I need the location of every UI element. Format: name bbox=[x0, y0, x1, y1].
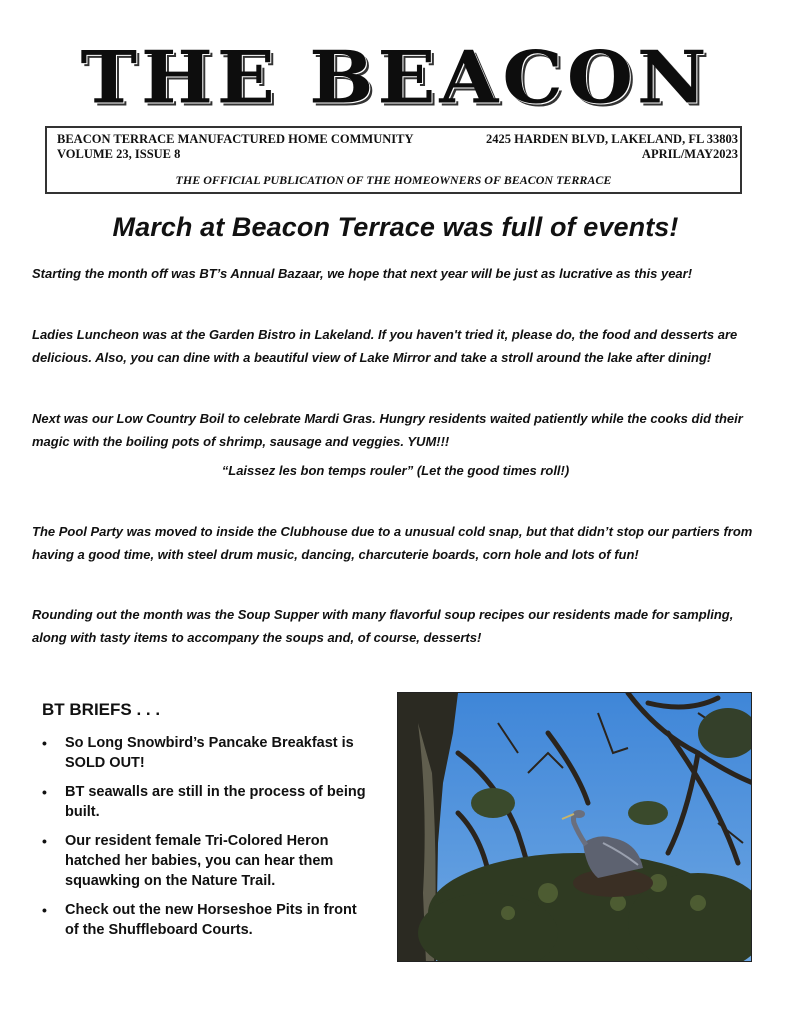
list-item bbox=[40, 733, 370, 773]
paragraph-quote: “Laissez les bon temps rouler” (Let the good times roll!) bbox=[221, 463, 570, 478]
paragraph-bazaar: Starting the month off was BT’s Annual Bazaar, we hope that next year will be just as lucrative as this year! bbox=[32, 266, 693, 281]
article-headline: March at Beacon Terrace was full of events! bbox=[112, 212, 679, 242]
bullet-icon: • bbox=[42, 833, 47, 849]
header-left bbox=[57, 132, 413, 162]
paragraph-pool-party: The Pool Party was moved to inside the Clubhouse due to a unusual cold snap, but that didn’t stop our partiers from having a good time, with steel drum music, dancing, charcuterie boards, corn hole and lots of fun! bbox=[32, 524, 753, 562]
newsletter-masthead: THE BEACON bbox=[80, 35, 711, 120]
paragraph-soup-supper: Rounding out the month was the Soup Supper with many flavorful soup recipes our residents made for sampling, along with tasty items to accompany the soups and, of course, desserts! bbox=[32, 607, 734, 645]
community-name: BEACON TERRACE MANUFACTURED HOME COMMUNITY bbox=[57, 132, 414, 146]
paragraph-luncheon: Ladies Luncheon was at the Garden Bistro in Lakeland. If you haven't tried it, please do, the food and desserts are delicious. Also, you can dine with a beautiful view of Lake Mirror and take a stroll around the lake after dining! bbox=[32, 327, 738, 365]
brief-text: Our resident female Tri-Colored Heron hatched her babies, you can hear them squawking on the Nature Trail. bbox=[65, 833, 334, 889]
briefs-title: BT BRIEFS . . . bbox=[42, 700, 161, 719]
header-right bbox=[486, 132, 738, 162]
heron-nest-photo bbox=[397, 692, 752, 962]
heron-photo-illustration bbox=[398, 693, 752, 962]
brief-text: Check out the new Horseshoe Pits in front of the Shuffleboard Courts. bbox=[65, 902, 357, 938]
bullet-icon: • bbox=[42, 735, 47, 751]
brief-text: BT seawalls are still in the process of being built. bbox=[65, 784, 366, 820]
volume-issue: VOLUME 23, ISSUE 8 bbox=[57, 147, 181, 161]
paragraph-low-country-boil: Next was our Low Country Boil to celebrate Mardi Gras. Hungry residents waited patiently while the cooks did their magic with the boiling pots of shrimp, sausage and veggies. YUM!!! bbox=[32, 411, 743, 449]
brief-text: So Long Snowbird’s Pancake Breakfast is SOLD OUT! bbox=[65, 735, 354, 771]
tagline: THE OFFICIAL PUBLICATION OF THE HOMEOWNERS OF BEACON TERRACE bbox=[175, 173, 612, 187]
briefs-list bbox=[40, 733, 370, 949]
issue-date: APRIL/MAY2023 bbox=[641, 147, 738, 161]
list-item bbox=[40, 782, 370, 822]
list-item bbox=[40, 831, 370, 891]
bullet-icon: • bbox=[42, 902, 47, 918]
list-item bbox=[40, 900, 370, 940]
issue-header-box bbox=[45, 126, 742, 194]
address: 2425 HARDEN BLVD, LAKELAND, FL 33803 bbox=[485, 132, 738, 146]
bullet-icon: • bbox=[42, 784, 47, 800]
